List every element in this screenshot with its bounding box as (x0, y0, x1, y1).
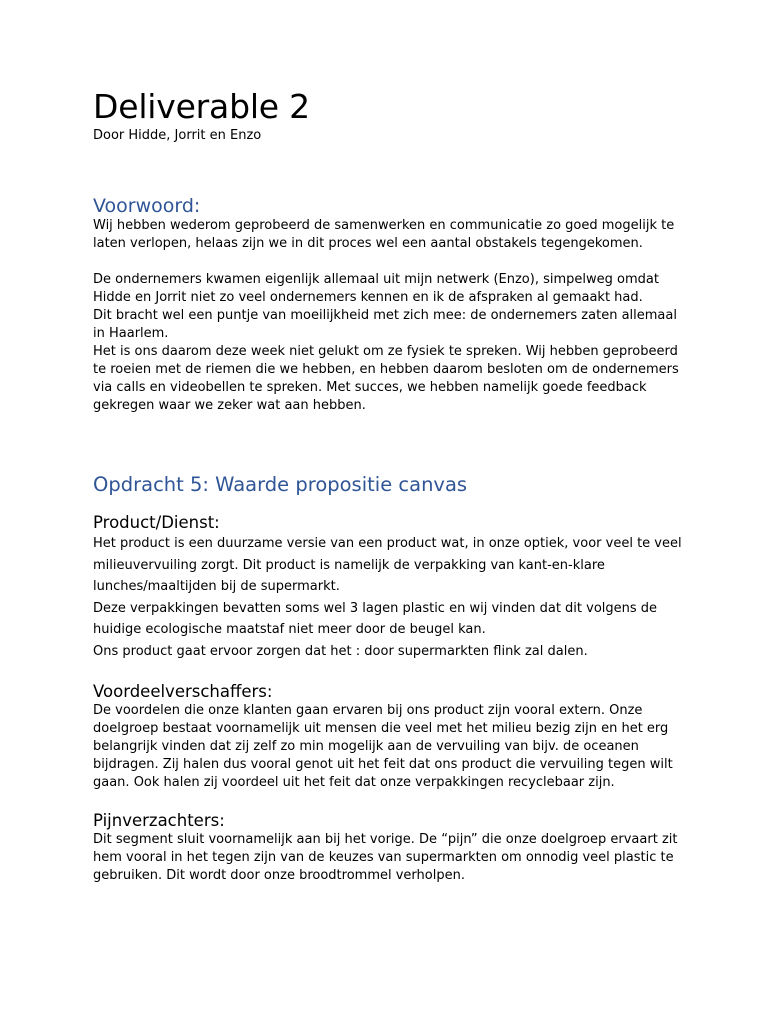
voorwoord-paragraph-4: Het is ons daarom deze week niet gelukt om ze fysiek te spreken. Wij hebben geprobeerd te roeien met de riemen die we hebben, en hebben daarom besloten om de ondernemers via calls en videobellen te spreken. Met succes, we hebben namelijk goede feedback gekregen waar we zeker wat aan hebben. (93, 344, 679, 413)
product-paragraph-1: Het product is een duurzame versie van een product wat, in onze optiek, voor veel te veel milieuvervuiling zorgt. Dit product is namelijk de verpakking van kant-en-klare lunches/maaltijden bij de supermarkt. (93, 536, 682, 594)
opdracht-heading: Opdracht 5: Waarde propositie canvas (93, 473, 468, 496)
voorwoord-heading: Voorwoord: (93, 195, 201, 217)
document-page (93, 88, 683, 885)
voordeel-heading: Voordeelverschaffers: (93, 682, 273, 701)
product-paragraph-3: Ons product gaat ervoor zorgen dat het : door supermarkten flink zal dalen. (93, 643, 588, 659)
document-title: Deliverable 2 (93, 87, 310, 126)
pijn-heading: Pijnverzachters: (93, 811, 225, 830)
product-paragraph-2: Deze verpakkingen bevatten soms wel 3 lagen plastic en wij vinden dat dit volgens de huidige ecologische maatstaf niet meer door de beugel kan. (93, 600, 658, 637)
pijn-paragraph: Dit segment sluit voornamelijk aan bij het vorige. De “pijn” die onze doelgroep ervaart zit hem vooral in het tegen zijn van de keuzes van supermarkten om onnodig veel plastic te gebruiken. Dit wordt door onze broodtrommel verholpen. (93, 832, 678, 883)
voordeel-paragraph: De voordelen die onze klanten gaan ervaren bij ons product zijn vooral extern. Onze doelgroep bestaat voornamelijk uit mensen die veel met het milieu bezig zijn en het erg belangrijk vinden dat zij zelf zo min mogelijk aan de vervuiling van bijv. de oceanen bijdragen. Zij halen dus vooral genot uit het feit dat ons product die vervuiling tegen wilt gaan. Ook halen zij voordeel uit het feit dat onze verpakkingen recyclebaar zijn. (93, 703, 673, 790)
voorwoord-paragraph-1: Wij hebben wederom geprobeerd de samenwerken en communicatie zo goed mogelijk te laten verlopen, helaas zijn we in dit proces wel een aantal obstakels tegengekomen. (93, 218, 675, 251)
voorwoord-paragraph-2: De ondernemers kwamen eigenlijk allemaal uit mijn netwerk (Enzo), simpelweg omdat Hidde en Jorrit niet zo veel ondernemers kennen en ik de afspraken al gemaakt had. (93, 272, 659, 305)
document-authors: Door Hidde, Jorrit en Enzo (93, 128, 262, 143)
product-heading: Product/Dienst: (93, 513, 220, 532)
voorwoord-paragraph-3: Dit bracht wel een puntje van moeilijkheid met zich mee: de ondernemers zaten allemaal in Haarlem. (93, 308, 677, 341)
